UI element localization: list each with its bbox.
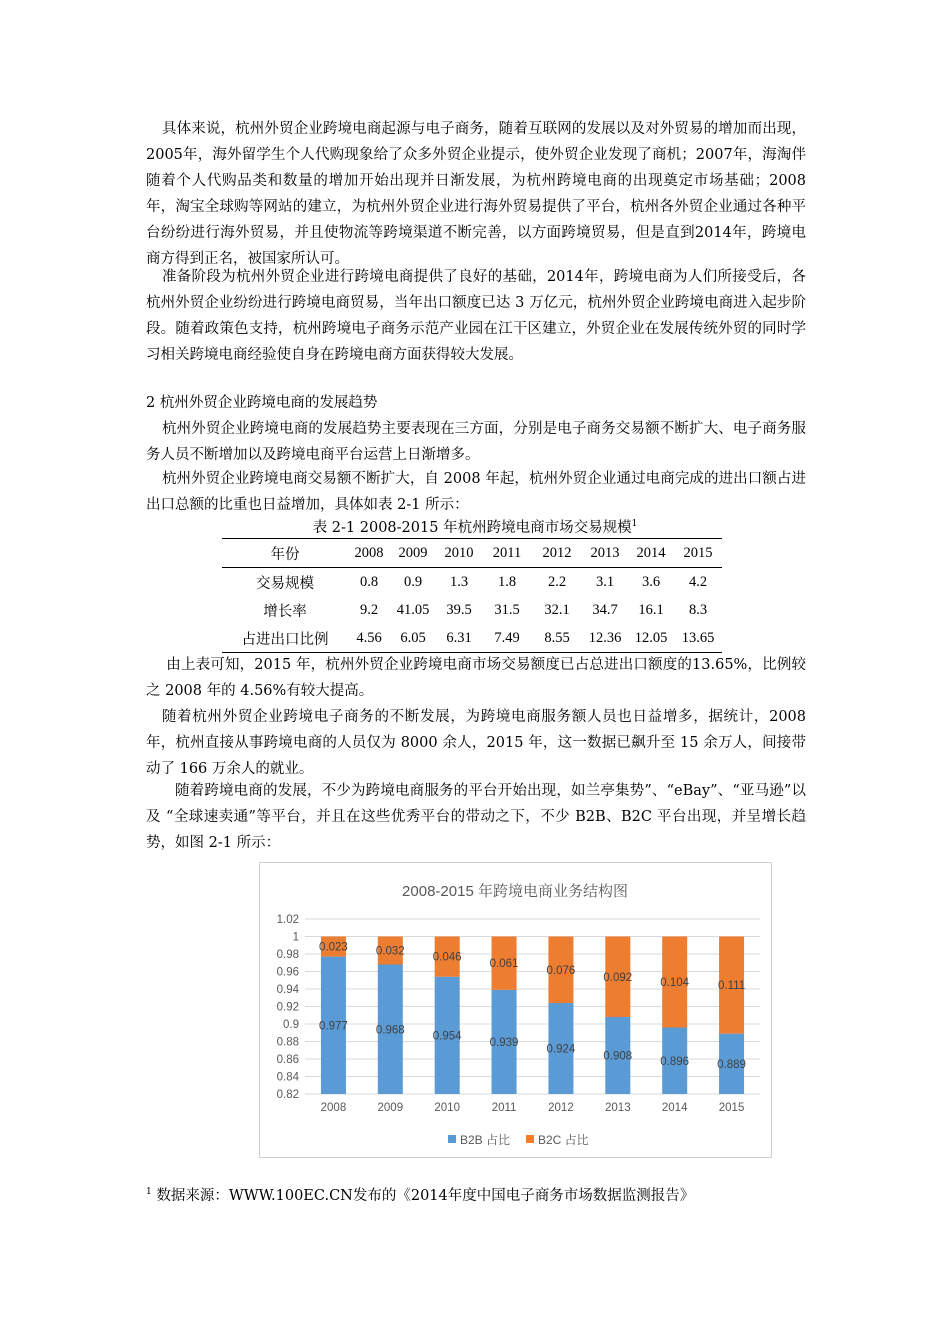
table-cell: 6.05 [390,624,436,653]
data-label-b2b: 0.924 [546,1043,576,1056]
y-tick-label: 1 [292,931,299,944]
paragraph-platforms: 随着跨境电商的发展，不少为跨境电商服务的平台开始出现，如兰亭集势”、“eBay”、“亚马逊”以及 “全球速卖通”等平台，并且在这些优秀平台的带动之下，不少 B2B、B2C 平台出现，并呈增长趋势，如图 2-1 所示： [146,783,806,851]
table-cell: 交易规模 [256,575,314,592]
table-row [222,624,722,653]
table-cell: 占进出口比例 [222,624,348,653]
table-cell: 9.2 [359,601,379,618]
legend-label: B2B 占比 [460,1133,511,1147]
chart-title: 2008-2015 年跨境电商业务结构图 [402,883,628,900]
footnote-mark: 1 [146,1187,152,1198]
data-label-b2b: 0.889 [717,1058,746,1071]
table-row [222,568,722,597]
data-label-b2b: 0.939 [489,1036,519,1049]
x-tick-label: 2008 [320,1102,347,1114]
data-label-b2c: 0.092 [603,971,633,984]
section-heading: 2 杭州外贸企业跨境电商的发展趋势 [146,395,378,411]
legend-label: B2C 占比 [538,1133,589,1147]
y-tick-label: 0.96 [276,966,299,979]
paragraph-preparation: 准备阶段为杭州外贸企业进行跨境电商提供了良好的基础，2014年，跨境电商为人们所接受后，各杭州外贸企业纷纷进行跨境电商贸易，当年出口额度已达 3 万亿元，杭州外贸企业跨境电商进入起步阶段。随着政策色支持，杭州跨境电子商务示范产业园在江干区建立，外贸企业在发展传统外贸的同时学习相关跨境电商经验使自身在跨境电商方面获得较大发展。 [146,269,806,363]
table-caption [0,516,950,537]
table-row [222,596,722,624]
data-label-b2b: 0.954 [432,1030,462,1043]
table-cell: 16.1 [638,601,664,618]
table-cell: 1.8 [497,573,517,590]
table-cell: 41.05 [396,601,430,618]
table-cell: 34.7 [592,601,618,618]
table-cell: 0.8 [359,573,379,590]
y-tick-label: 0.86 [276,1054,299,1066]
data-label-b2c: 0.111 [718,980,746,993]
table-cell: 4.2 [688,573,708,590]
footnote-ref: 1 [631,519,638,530]
table-cell: 12.36 [582,624,628,653]
table-header-cell: 2011 [482,539,532,568]
table-cell: 3.6 [641,573,661,590]
data-label-b2b: 0.968 [375,1024,405,1037]
table-header-cell: 2014 [628,539,674,568]
table-header-cell: 2015 [674,539,722,568]
table-cell: 31.5 [494,601,520,618]
table-caption-text: 表 2-1 2008-2015 年杭州跨境电商市场交易规模 [312,520,632,536]
table-cell: 7.49 [482,624,532,653]
data-label-b2c: 0.076 [546,964,576,977]
data-label-b2c: 0.032 [375,945,405,958]
data-label-b2c: 0.046 [432,951,462,964]
data-label-b2c: 0.023 [319,941,348,954]
footnote [146,1184,694,1205]
data-label-b2c: 0.104 [660,977,690,989]
x-tick-label: 2011 [491,1102,517,1114]
x-tick-label: 2014 [661,1102,688,1114]
footnote-text: 数据来源：WWW.100EC.CN发布的《2014年度中国电子商务市场数据监测报告》 [151,1188,695,1204]
trade-scale-table [222,538,722,653]
x-tick-label: 2013 [605,1102,631,1114]
table-cell: 39.5 [446,601,472,618]
table-cell: 2.2 [547,573,567,590]
legend-swatch [526,1135,534,1143]
table-header-cell: 2009 [390,539,436,568]
table-header-cell: 2008 [348,539,390,568]
table-cell: 4.56 [348,624,390,653]
paragraph-origin: 具体来说，杭州外贸企业跨境电商起源与电子商务，随着互联网的发展以及对外贸易的增加而出现，2005年，海外留学生个人代购现象给了众多外贸企业提示，使外贸企业发现了商机；2007年，海淘伴随着个人代购品类和数量的增加开始出现并日渐发展，为杭州跨境电商的出现奠定市场基础；2008年，淘宝全球购等网站的建立，为杭州外贸企业进行海外贸易提供了平台，杭州各外贸企业通过各种平台纷纷进行海外贸易，并且使物流等跨境渠道不断完善，以方面跨境贸易，但是直到2014年，跨境电商方得到正名，被国家所认可。 [146,121,806,267]
table-header-row [222,539,722,568]
y-tick-label: 0.98 [276,949,299,961]
table-cell: 8.3 [688,601,708,618]
x-tick-label: 2012 [548,1102,574,1114]
data-label-b2b: 0.977 [319,1020,348,1033]
x-tick-label: 2010 [434,1102,460,1114]
paragraph-trade-volume: 杭州外贸企业跨境电商交易额不断扩大，自 2008 年起，杭州外贸企业通过电商完成的进出口额占进出口总额的比重也日益增加，具体如表 2-1 所示： [146,471,806,513]
table-cell: 13.65 [674,624,722,653]
y-tick-label: 0.82 [276,1089,299,1101]
table-header-cell: 年份 [222,539,348,568]
paragraph-trends: 杭州外贸企业跨境电商的发展趋势主要表现在三方面，分别是电子商务交易额不断扩大、电子商务服务人员不断增加以及跨境电商平台运营上日渐增多。 [146,421,806,463]
legend-swatch [448,1135,456,1143]
y-tick-label: 0.84 [276,1071,299,1084]
chart-svg [260,863,771,1157]
y-tick-label: 0.9 [283,1019,299,1031]
paragraph-table-conclusion: 由上表可知，2015 年，杭州外贸企业跨境电商市场交易额度已占总进出口额度的13.65%，比例较之 2008 年的 4.56%有较大提高。 [146,657,806,699]
x-tick-label: 2015 [718,1102,745,1114]
table-cell: 3.1 [595,573,615,590]
y-tick-label: 1.02 [276,914,299,926]
table-header-cell: 2013 [582,539,628,568]
x-tick-label: 2009 [377,1102,404,1114]
table-cell: 1.3 [449,573,469,590]
table-cell: 8.55 [532,624,582,653]
data-label-b2b: 0.896 [660,1055,690,1068]
table-header-cell: 2010 [436,539,482,568]
data-label-b2c: 0.061 [489,958,519,971]
table-cell: 6.31 [436,624,482,653]
table-header-cell: 2012 [532,539,582,568]
data-label-b2b: 0.908 [603,1050,633,1063]
y-tick-label: 0.92 [276,1001,299,1014]
table-cell: 12.05 [628,624,674,653]
y-tick-label: 0.88 [276,1036,299,1049]
table-cell: 32.1 [544,601,570,618]
table-cell: 增长率 [263,603,307,620]
y-tick-label: 0.94 [276,984,299,996]
table-cell: 0.9 [403,573,423,590]
paragraph-staff-growth: 随着杭州外贸企业跨境电子商务的不断发展，为跨境电商服务额人员也日益增多，据统计，2008 年，杭州直接从事跨境电商的人员仅为 8000 余人，2015 年，这一数据已飙升至 15 余万人，间接带动了 166 万余人的就业。 [146,709,806,777]
business-structure-chart [259,862,772,1158]
